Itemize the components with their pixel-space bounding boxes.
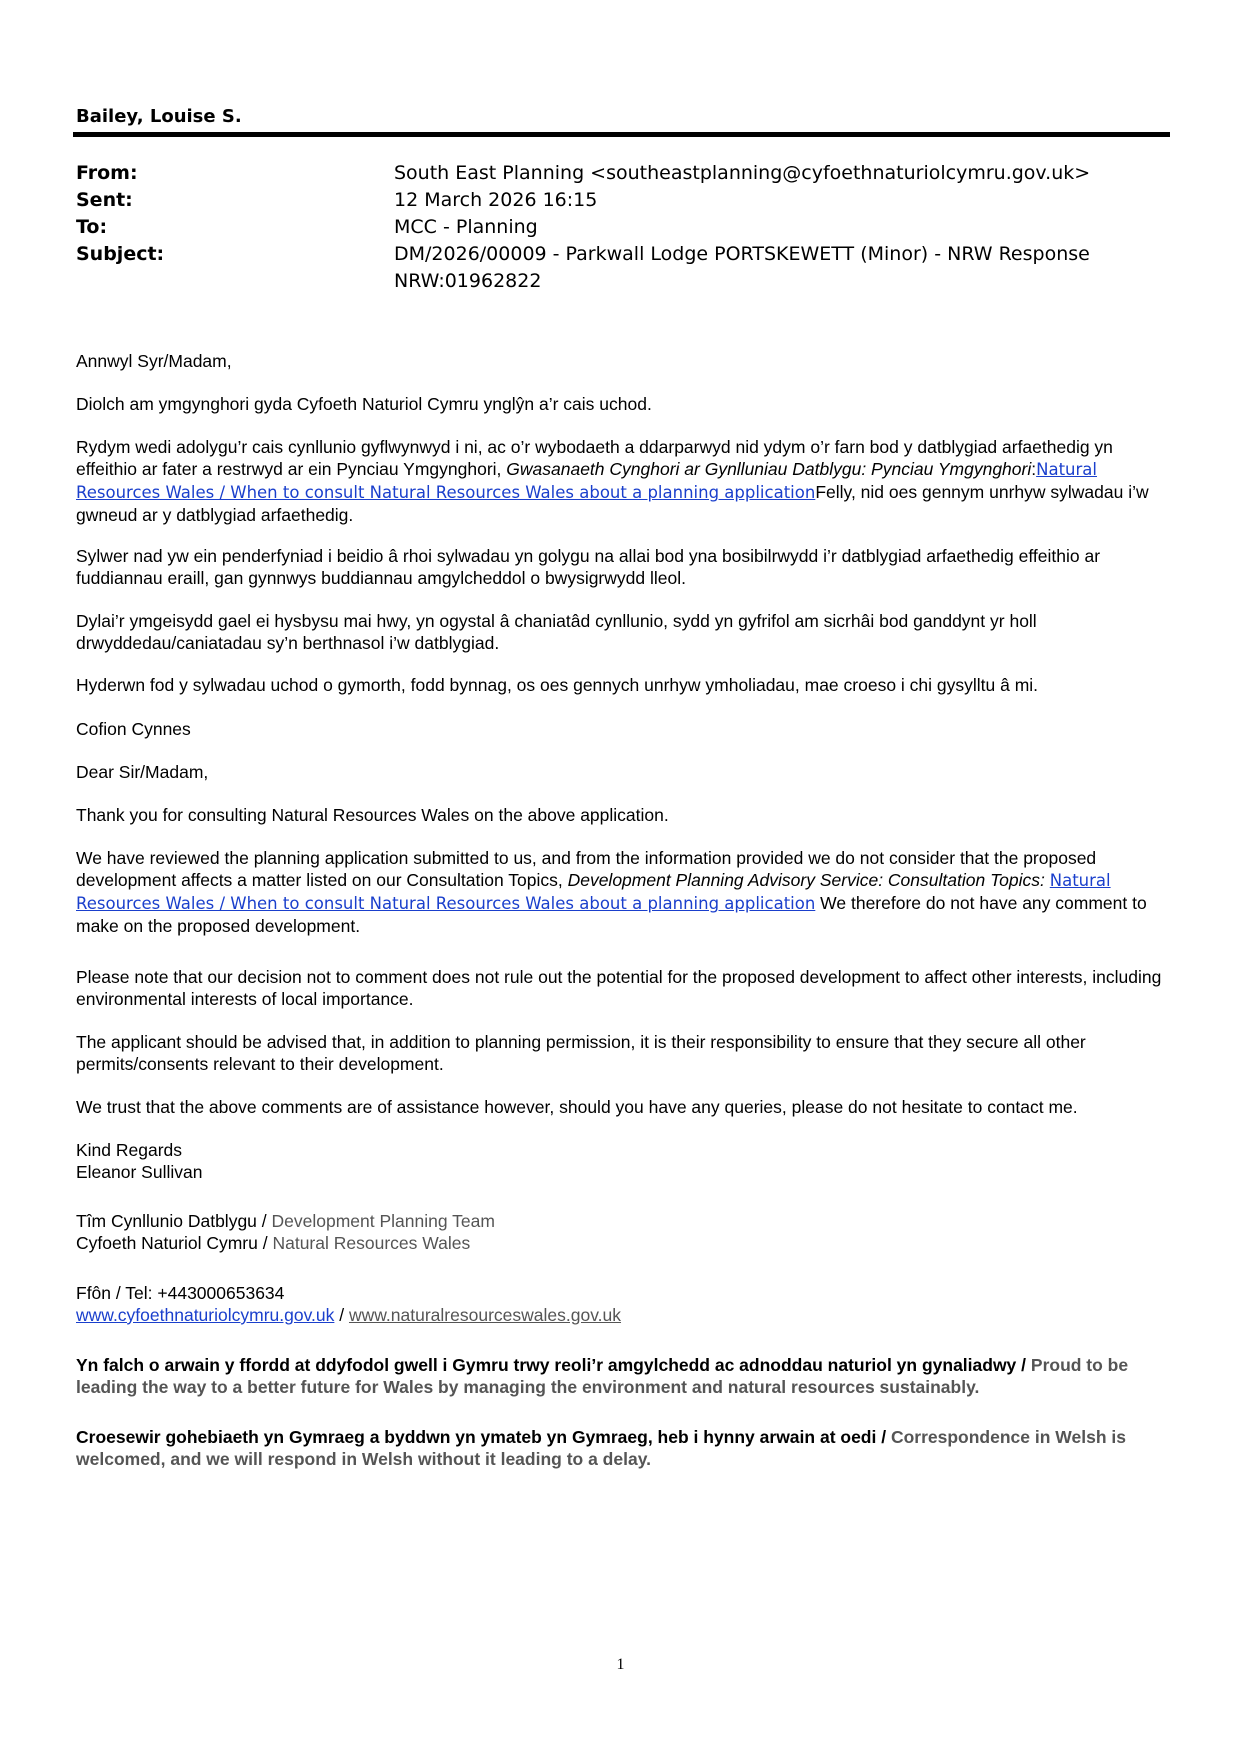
welsh-p2-italic: Gwasanaeth Cynghori ar Gynlluniau Datblygu: Pynciau Ymgynghori [506, 459, 1032, 479]
org-english: Natural Resources Wales [272, 1233, 471, 1253]
subject-value-line1: DM/2026/00009 - Parkwall Lodge PORTSKEWETT (Minor) - NRW Response [394, 243, 1090, 265]
team-welsh: Tîm Cynllunio Datblygu [76, 1211, 257, 1231]
english-paragraph-1: Thank you for consulting Natural Resources Wales on the above application. [76, 805, 669, 825]
welsh-greeting: Annwyl Syr/Madam, [76, 351, 232, 371]
welsh-p2-end: Felly, nid oes gennym unrhyw sylwadau i’w gwneud ar y datblygiad arfaethedig. [76, 482, 1149, 525]
header-divider [73, 132, 1170, 137]
english-p2-text: We have reviewed the planning application submitted to us, and from the information provided we do not consider that the proposed development affects a matter listed on our Consultation Topics, [76, 848, 1097, 890]
welsh-paragraph-1: Diolch am ymgynghori gyda Cyfoeth Naturiol Cymru ynglŷn a’r cais uchod. [76, 394, 652, 414]
web-sep: / [334, 1305, 349, 1325]
tagline-welsh: Yn falch o arwain y ffordd at ddyfodol gwell i Gymru trwy reoli’r amgylchedd ac adnoddau naturiol yn gynaliadwy / [76, 1355, 1031, 1375]
welsh-signoff: Cofion Cynnes [76, 719, 191, 739]
welsh-website-link[interactable]: www.cyfoethnaturiolcymru.gov.uk [76, 1305, 335, 1325]
welsh-paragraph-2 [76, 436, 1166, 526]
mailbox-owner: Bailey, Louise S. [76, 106, 242, 127]
language-english: Correspondence in Welsh is welcomed, and we will respond in Welsh without it leading to a delay. [76, 1427, 1126, 1469]
sent-label: Sent: [76, 189, 133, 211]
org-welsh: Cyfoeth Naturiol Cymru [76, 1233, 258, 1253]
english-p2-end: We therefore do not have any comment to make on the proposed development. [76, 893, 1147, 936]
english-website-link[interactable]: www.naturalresourceswales.gov.uk [348, 1305, 622, 1325]
welsh-consultation-link[interactable]: Natural Resources Wales / When to consult Natural Resources Wales about a planning application [76, 460, 1097, 502]
english-consultation-link[interactable]: Natural Resources Wales / When to consult Natural Resources Wales about a planning application [76, 871, 1111, 913]
english-paragraph-3: Please note that our decision not to comment does not rule out the potential for the proposed development to affect other interests, including environmental interests of local importance. [76, 967, 1162, 1009]
signature-web [76, 1304, 1166, 1326]
signature-language-note [76, 1426, 1166, 1470]
to-value: MCC - Planning [394, 216, 538, 238]
from-label: From: [76, 162, 138, 184]
org-sep: / [257, 1233, 273, 1253]
language-welsh: Croesewir gohebiaeth yn Gymraeg a byddwn yn ymateb yn Gymraeg, heb i hynny arwain at oedi / [76, 1427, 891, 1447]
signature-tel: Ffôn / Tel: +443000653634 [76, 1283, 285, 1303]
welsh-paragraph-3: Sylwer nad yw ein penderfyniad i beidio â rhoi sylwadau yn golygu na allai bod yna bosibilrwydd i’r datblygiad arfaethedig effeithio ar fuddiannau eraill, gan gynnwys buddiannau amgylcheddol o bwysigrwydd lleol. [76, 546, 1101, 588]
english-signoff: Kind Regards [76, 1140, 183, 1160]
english-paragraph-4: The applicant should be advised that, in addition to planning permission, it is their responsibility to ensure that they secure all other permits/consents relevant to their development. [76, 1032, 1086, 1074]
signature-tagline [76, 1354, 1166, 1398]
welsh-paragraph-4: Dylai’r ymgeisydd gael ei hysbysu mai hwy, yn ogystal â chaniatâd cynllunio, sydd yn gyfrifol am sicrhâi bod ganddynt yr holl drwyddedau/caniatadau sy’n berthnasol i’w datblygiad. [76, 611, 1037, 653]
subject-value-line2: NRW:01962822 [394, 270, 542, 292]
welsh-p2-colon: : [1031, 459, 1037, 479]
english-paragraph-5: We trust that the above comments are of assistance however, should you have any queries, please do not hesitate to contact me. [76, 1097, 1078, 1117]
signature-org [76, 1232, 1166, 1254]
team-sep: / [256, 1211, 272, 1231]
english-paragraph-2 [76, 847, 1166, 937]
tagline-english: Proud to be leading the way to a better future for Wales by managing the environment and natural resources sustainably. [76, 1355, 1129, 1397]
welsh-p2-text: Rydym wedi adolygu’r cais cynllunio gyflwynwyd i ni, ac o’r wybodaeth a ddarparwyd nid ydym o’r farn bod y datblygiad arfaethedig yn effeithio ar fater a restrwyd ar ein Pynciau Ymgynghori, [76, 437, 1113, 479]
sent-value: 12 March 2026 16:15 [394, 189, 598, 211]
subject-label: Subject: [76, 243, 165, 265]
page-number: 1 [616, 1656, 625, 1673]
welsh-paragraph-5: Hyderwn fod y sylwadau uchod o gymorth, fodd bynnag, os oes gennych unrhyw ymholiadau, mae croeso i chi gysylltu â mi. [76, 675, 1039, 695]
english-greeting: Dear Sir/Madam, [76, 762, 209, 782]
signature-team [76, 1210, 1166, 1232]
team-english: Development Planning Team [271, 1211, 495, 1231]
sender-name: Eleanor Sullivan [76, 1162, 203, 1182]
from-value: South East Planning <southeastplanning@cyfoethnaturiolcymru.gov.uk> [394, 162, 1091, 184]
to-label: To: [76, 216, 108, 238]
english-p2-italic: Development Planning Advisory Service: Consultation Topics: [567, 870, 1045, 890]
